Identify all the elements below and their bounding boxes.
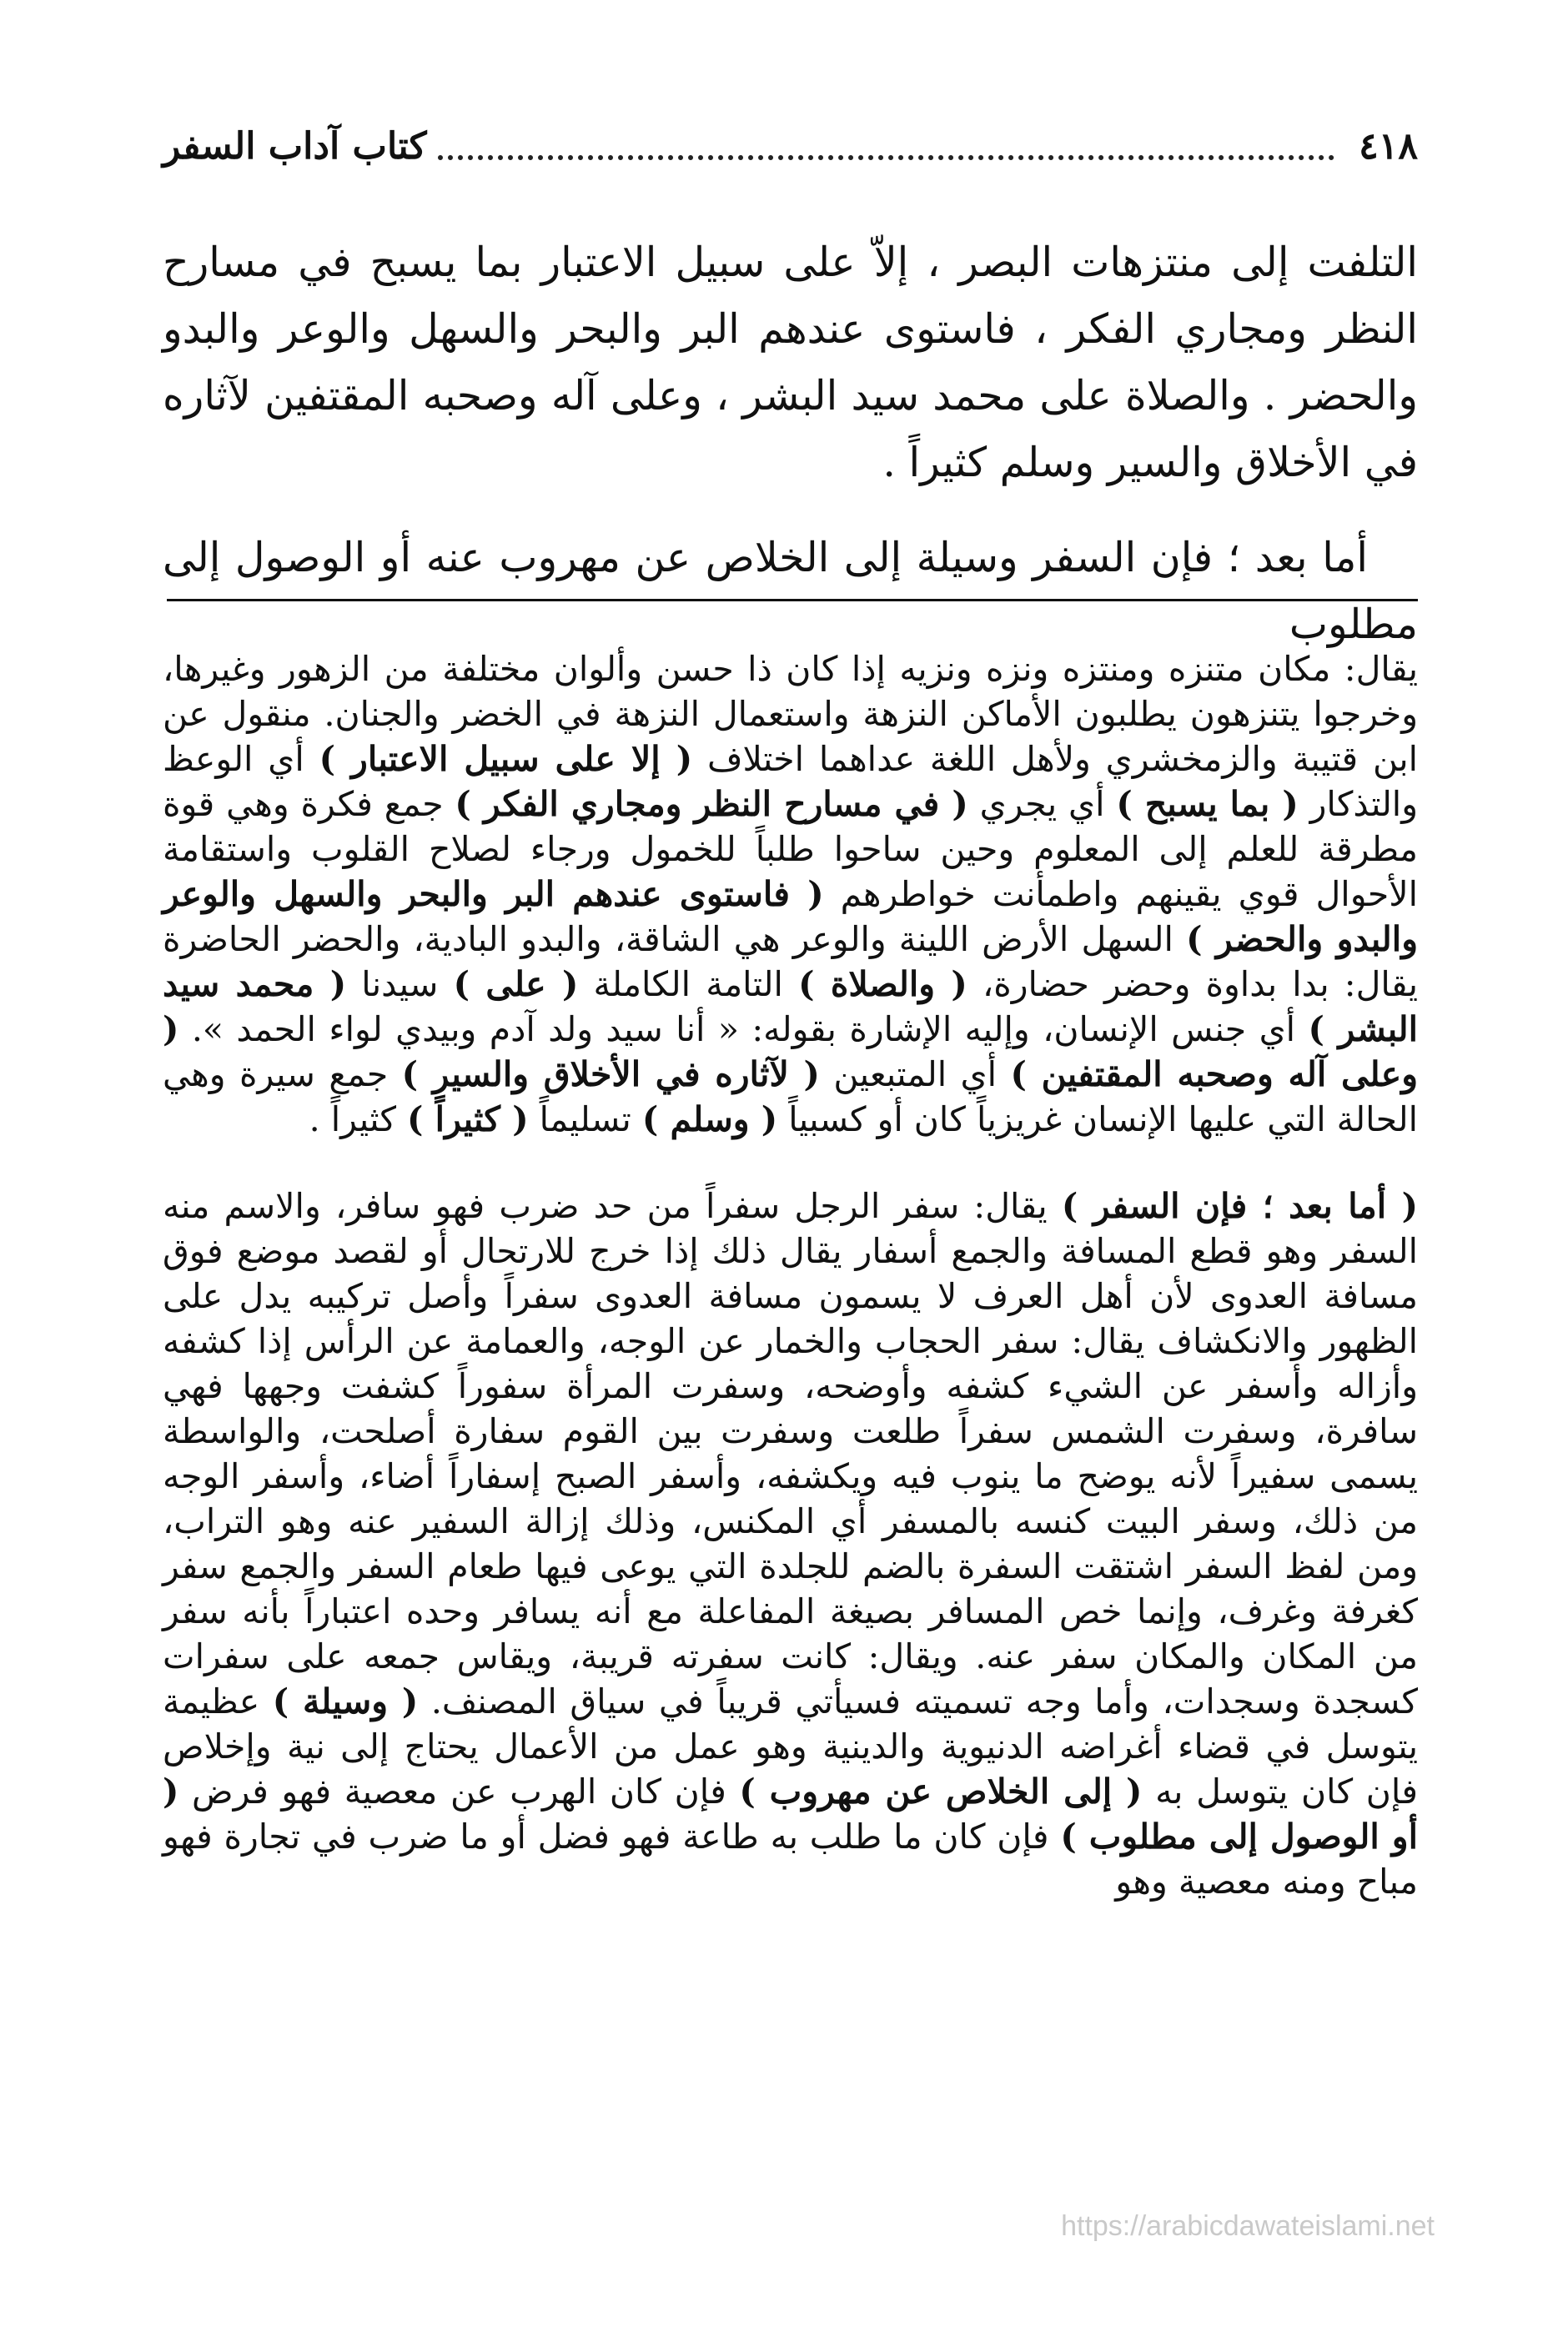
commentary-text: أي الوعظ والتذكار — [163, 739, 1419, 824]
commentary-text: التامة الكاملة — [578, 964, 799, 1004]
commentary-text: أي يجري — [967, 784, 1117, 824]
commentary-text: جمع سيرة وهي الحالة التي عليها الإنسان غريزياً كان أو كسبياً — [163, 1054, 1418, 1139]
quoted-lemma: ( أو الوصول إلى مطلوب ) — [163, 1772, 1418, 1857]
header-dot-leader — [438, 155, 1334, 160]
quoted-lemma: ( لآثاره في الأخلاق والسير ) — [401, 1054, 820, 1094]
quoted-lemma: ( إلى الخلاص عن مهروب ) — [739, 1772, 1143, 1812]
quoted-lemma: ( فاستوى عندهم البر والبحر والسهل والوعر والبدو والحضر ) — [163, 874, 1418, 959]
quoted-lemma: ( في مسارح النظر ومجاري الفكر ) — [455, 784, 968, 824]
footnote-divider — [167, 599, 1418, 601]
commentary-text: عظيمة يتوسل في قضاء أغراضه الدنيوية والدينية وهو عمل من الأعمال يحتاج إلى نية وإخلاص فإن كان يتوسل به — [163, 1681, 1418, 1812]
quoted-lemma: ( وعلى آله وصحبه المقتفين ) — [163, 1009, 1419, 1094]
quoted-lemma: ( أما بعد ؛ فإن السفر ) — [1061, 1186, 1418, 1226]
running-title: كتاب آداب السفر — [163, 125, 427, 168]
quoted-lemma: ( محمد سيد البشر ) — [163, 964, 1418, 1049]
commentary-text: فإن كان الهرب عن معصية فهو فرض — [178, 1772, 740, 1812]
page-header — [163, 125, 1418, 175]
quoted-lemma: ( إلا على سبيل الاعتبار ) — [319, 739, 693, 779]
commentary-text: فإن كان ما طلب به طاعة فهو فضل أو ما ضرب في تجارة فهو مباح ومنه معصية وهو — [163, 1817, 1418, 1902]
commentary-text: أي جنس الإنسان، وإليه الإشارة بقوله: « أنا سيد ولد آدم وبيدي لواء الحمد ». — [178, 1009, 1309, 1049]
commentary — [163, 646, 1418, 1904]
quoted-lemma: ( والصلاة ) — [798, 964, 967, 1004]
quoted-lemma: ( وسيلة ) — [272, 1681, 419, 1721]
commentary-text: تسليماً — [528, 1099, 642, 1139]
commentary-text: يقال: سفر الرجل سفراً من حد ضرب فهو سافر، والاسم منه السفر وهو قطع المسافة والجمع أسفار يقال ذلك إذا خرج للارتحال أو لقصد موضع فوق مسافة العدوى لأن أهل العرف لا يسمون مسافة العدوى سفراً وأصل تركيبه يدل على الظهور والانكشاف يقال: سفر الحجاب والخمار عن الوجه، والعمامة عن الرأس إذا كشفه وأزاله وأسفر عن الشيء كشفه وأوضحه، وسفرت المرأة سفوراً كشفت وجهها فهي سافرة، وسفرت الشمس سفراً طلعت وسفرت بين القوم سفارة أصلحت، والواسطة يسمى سفيراً لأنه يوضح ما ينوب فيه ويكشفه، وأسفر الصبح إسفاراً أضاء، وأسفر الوجه من ذلك، وسفر البيت كنسه بالمسفر أي المكنس، وذلك إزالة السفير عنه وهو التراب، ومن لفظ السفر اشتقت السفرة بالضم للجلدة التي يوعى فيها طعام السفر والجمع سفر كغرفة وغرف، وإنما خص المسافر بصيغة المفاعلة مع أنه يسافر وحده اعتباراً بأنه سفر من المكان والمكان سفر عنه. ويقال: كانت سفرته قريبة، ويقاس جمعه على سفرات كسجدة وسجدات، وأما وجه تسميته فسيأتي قريباً في سياق المصنف. — [163, 1186, 1418, 1721]
watermark-url: https://arabicdawateislami.net — [1061, 2210, 1435, 2242]
main-text — [163, 229, 1418, 658]
quoted-lemma: ( كثيراً ) — [407, 1099, 529, 1139]
commentary-text: أي المتبعين — [819, 1054, 1011, 1094]
commentary-text: يقال: مكان متنزه ومنتزه ونزه ونزيه إذا كان ذا حسن وألوان مختلفة من الزهور وغيرها، وخرجوا يتنزهون يطلبون الأماكن النزهة واستعمال النزهة في الخضر والجنان. منقول عن ابن قتيبة والزمخشري ولأهل اللغة عداهما اختلاف — [163, 649, 1418, 779]
commentary-text: سيدنا — [346, 964, 454, 1004]
quoted-lemma: ( وسلم ) — [641, 1099, 778, 1139]
commentary-paragraph-1 — [163, 646, 1418, 1142]
main-paragraph-2: أما بعد ؛ فإن السفر وسيلة إلى الخلاص عن مهروب عنه أو الوصول إلى مطلوب — [163, 534, 1418, 648]
commentary-text: السهل الأرض اللينة والوعر هي الشاقة، والبدو البادية، والحضر الحاضرة يقال: بدا بداوة وحضر حضارة، — [163, 919, 1419, 1004]
page-number: ٤١٨ — [1359, 125, 1418, 168]
commentary-text: جمع فكرة وهي قوة مطرقة للعلم إلى المعلوم وحين ساحوا طلباً للخمول ورجاء لصلاح القلوب واستقامة الأحوال قوي يقينهم واطمأنت خواطرهم — [163, 784, 1418, 914]
quoted-lemma: ( بما يسبح ) — [1116, 784, 1299, 824]
quoted-lemma: ( على ) — [453, 964, 579, 1004]
main-paragraph-1: التلفت إلى منتزهات البصر ، إلاّ على سبيل الاعتبار بما يسبح في مسارح النظر ومجاري الفكر ، فاستوى عندهم البر والبحر والسهل والوعر والبدو والحضر . والصلاة على محمد سيد البشر ، وعلى آله وصحبه المقتفين لآثاره في الأخلاق والسير وسلم كثيراً . — [163, 239, 1418, 486]
commentary-paragraph-2 — [163, 1184, 1418, 1904]
commentary-text: كثيراً . — [309, 1099, 407, 1139]
